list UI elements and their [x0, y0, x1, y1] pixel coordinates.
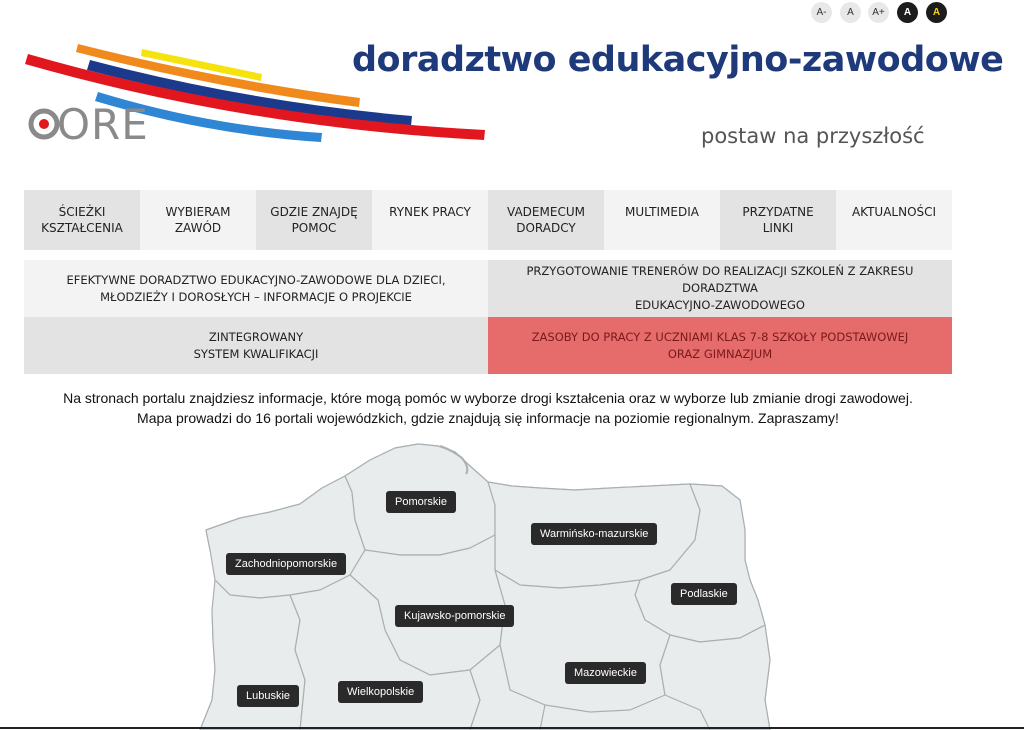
nav-label: PRZYDATNE LINKI — [742, 205, 814, 235]
intro-line-1: Na stronach portalu znajdziesz informacje, które mogą pomóc w wyborze drogi kształcenia oraz w wyborze lub zmianie drogi zawodowej. — [63, 390, 913, 406]
link-label: PRZYGOTOWANIE TRENERÓW DO REALIZACJI SZKOLEŃ Z ZAKRESU DORADZTWA EDUKACYJNO-ZAWODOWEGO — [526, 264, 914, 312]
map-label-zachodniopomorskie[interactable]: Zachodniopomorskie — [226, 553, 346, 575]
nav-item-rynek[interactable] — [372, 190, 488, 250]
map-label-podlaskie[interactable]: Podlaskie — [671, 583, 737, 605]
font-normal-button[interactable]: A — [840, 2, 861, 23]
intro-text — [0, 388, 976, 428]
region-lubuskie[interactable] — [200, 580, 305, 730]
link-zasoby-do-pracy[interactable] — [488, 317, 952, 374]
nav-item-przydatne[interactable] — [720, 190, 836, 250]
font-increase-button[interactable]: A+ — [868, 2, 889, 23]
poland-map — [0, 430, 1024, 730]
map-label-wielkopolskie[interactable]: Wielkopolskie — [338, 681, 423, 703]
nav-label: VADEMECUM DORADCY — [507, 205, 585, 235]
font-decrease-button[interactable]: A- — [811, 2, 832, 23]
nav-item-wybieram[interactable] — [140, 190, 256, 250]
nav-label: GDZIE ZNAJDĘ POMOC — [270, 205, 358, 235]
nav-item-multimedia[interactable] — [604, 190, 720, 250]
ore-dot-icon — [39, 119, 49, 129]
link-label: ZASOBY DO PRACY Z UCZNIAMI KLAS 7-8 SZKOŁY PODSTAWOWEJ ORAZ GIMNAZJUM — [531, 329, 909, 361]
intro-line-2: Mapa prowadzi do 16 portali wojewódzkich, gdzie znajdują się informacje na poziomie regionalnym. Zapraszamy! — [137, 410, 839, 426]
map-label-pomorskie[interactable]: Pomorskie — [386, 491, 456, 513]
link-zintegrowany-system[interactable] — [24, 317, 488, 374]
nav-item-aktualnosci[interactable] — [836, 190, 952, 250]
nav-label: RYNEK PRACY — [389, 205, 471, 219]
nav-label: WYBIERAM ZAWÓD — [165, 205, 231, 235]
nav-label: AKTUALNOŚCI — [851, 205, 937, 219]
link-efektywne-doradztwo[interactable] — [24, 260, 488, 317]
link-label: ZINTEGROWANY SYSTEM KWALIFIKACJI — [193, 329, 319, 361]
link-przygotowanie-trenerow[interactable] — [488, 260, 952, 317]
map-label-lubuskie[interactable]: Lubuskie — [237, 685, 299, 707]
map-label-mazowieckie[interactable]: Mazowieckie — [565, 662, 646, 684]
map-label-warminsko-mazurskie[interactable]: Warmińsko-mazurskie — [531, 523, 657, 545]
nav-item-sciezki[interactable] — [24, 190, 140, 250]
nav-label: ŚCIEŻKI KSZTAŁCENIA — [41, 205, 123, 235]
contrast-black-button[interactable]: A — [897, 2, 918, 23]
nav-item-vademecum[interactable] — [488, 190, 604, 250]
main-nav — [24, 190, 952, 250]
site-tagline: postaw na przyszłość — [701, 124, 925, 148]
link-label: EFEKTYWNE DORADZTWO EDUKACYJNO-ZAWODOWE DLA DZIECI, MŁODZIEŻY I DOROSŁYCH – INFORMACJE O PROJEKCIE — [66, 272, 446, 304]
map-label-kujawsko-pomorskie[interactable]: Kujawsko-pomorskie — [395, 605, 514, 627]
nav-item-gdzie[interactable] — [256, 190, 372, 250]
nav-label: MULTIMEDIA — [625, 205, 699, 219]
logo-text[interactable]: ORE — [57, 100, 149, 149]
site-title[interactable]: doradztwo edukacyjno-zawodowe — [352, 40, 1004, 80]
contrast-yellow-button[interactable]: A — [926, 2, 947, 23]
